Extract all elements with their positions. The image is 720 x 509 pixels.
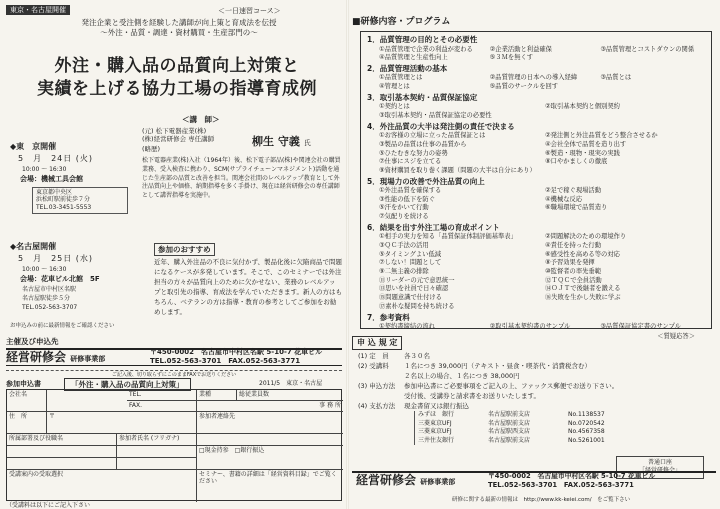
program-item: ⑦仕事にスジを立てる [379, 158, 442, 166]
venue-line: 東京都中央区 [36, 188, 73, 196]
bank-cell: 三菱東京UFJ [418, 428, 452, 436]
fax-label: FAX. [127, 401, 197, 412]
program-item: ⑬思いを社員で日々確認 [379, 285, 449, 293]
rule-value: 参加申込書にご必要事項をご記入の上、ファックス郵便でお送り下さい。 [404, 382, 619, 391]
org-dept: 研修事業部 [420, 477, 456, 486]
contact-line: TEL.052-563-3701 FAX.052-563-3771 [150, 357, 301, 366]
bank-cell: 名古屋駅前支店 [488, 436, 531, 444]
program-item: ①外注品質を確保する [379, 187, 442, 195]
rule-row [358, 381, 712, 391]
program-section [367, 177, 705, 222]
org-line: (株)経営研修会 専任講師 [142, 134, 215, 143]
program-item: ⑫ＴＱＣで全員活動 [545, 276, 602, 284]
bank-cell: No.4567358 [568, 428, 605, 436]
program-item: ①お客様の立場に立った品質保証とは [379, 132, 486, 140]
location-tag: 東京・名古屋開催 [6, 5, 70, 15]
contact-label: 参加者連絡先 [197, 412, 343, 434]
contact-line: TEL.052-563-3701 FAX.052-563-3771 [488, 481, 634, 490]
bank-cell: 三井住友銀行 [418, 436, 455, 444]
bank-cell: 名古屋駅前支店 [488, 411, 531, 419]
form-footer: （受講料は以下にご記入下さい [6, 502, 91, 509]
address-line: 〒450-0002 名古屋市中村区名駅 5-10-7 花車ビル [488, 472, 656, 480]
right-page [352, 3, 716, 507]
tokyo-date: 5 月 24日 (火) [18, 154, 94, 163]
program-item: ⑤品質のサークルを回す [489, 83, 559, 91]
program-item: ④会社全体で品質を造り出す [545, 140, 627, 148]
program-item: ①相手の実力を知る「品質保証体制評価基準表」 [379, 233, 517, 241]
org-dept: 研修事業部 [70, 354, 106, 363]
rule-key: (2) 受講料 [358, 362, 389, 371]
program-item: ④機械な反応 [545, 195, 583, 203]
program-item: ①品質管理で企業の利益が変わる [379, 45, 473, 53]
program-item: ②発注側と外注品質をどう整合させるか [545, 132, 658, 140]
organizer-name-right [356, 473, 455, 487]
tokyo-heading: ◆東 京開催 [10, 142, 57, 151]
program-section [367, 122, 705, 176]
lecturer-heading: ＜講 師＞ [182, 115, 220, 124]
program-item: ③品質管理とコストダウンの関係 [600, 45, 695, 53]
section-title: 5．現場力の改善で外注品質の向上 [367, 176, 485, 186]
business-label: 業種 [197, 390, 237, 401]
organizer-address-right [488, 472, 655, 490]
rule-row [358, 391, 712, 401]
address-label: 住 所 [7, 412, 47, 434]
qa-label: ＜質疑応答＞ [657, 332, 695, 340]
program-item: ②足で稼ぐ現場活動 [545, 187, 602, 195]
program-item: ⑦しない！問題として [379, 259, 442, 267]
section-items [367, 233, 705, 311]
intro-text [24, 18, 334, 38]
venue-line: TEL.052-563-3707 [22, 303, 78, 311]
intro-line: 発注企業と受注側を経験した講師が向上策と育成法を伝授 [81, 18, 277, 27]
program-item: ⑨資材購買を取り巻く課題（問題の大半は自分にあり） [379, 166, 536, 174]
title-line: 実績を上げる協力工場の指導育成例 [37, 78, 317, 99]
program-item: ①契約書締結の流れ [379, 323, 436, 330]
left-page [4, 3, 342, 507]
bank-cell: No.5261001 [568, 436, 605, 444]
program-item: ⑥製造・現物・現実の実践 [545, 149, 620, 157]
org-name-text: 経営研修会 [356, 473, 417, 487]
venue-line: 浜松町駅前徒歩７分 [36, 196, 91, 204]
section-items [367, 187, 705, 222]
program-item: ③製品の品質は仕事の品質から [379, 140, 467, 148]
application-form [6, 389, 342, 501]
participant-label: 参加者氏名 (フリガナ) [117, 434, 197, 446]
program-item: ③取引基本契約・品質保証協定の必要性 [379, 111, 492, 119]
dept-input-2[interactable] [7, 458, 117, 470]
lecturer-bio: 松下電器産業(株)入社（1964年）後、松下電子部品(株)や関連会社の購買業務、受入検査に携わり、SCM(サプライチェーンマネジメント)活動を通じた生産部の品質と改善を担当。関連会社間のレベルアップ教育として外注品質向上や価格、納期指導を多く手掛け、現在は経営研修会の専任講師として講習指導を実施中。 [142, 157, 341, 200]
section-title: 6．結果を出す外注工場の育成ポイント [367, 222, 500, 232]
course-type: ＜一日速習コース＞ [218, 7, 281, 15]
rule-value: 受付後、受講券と請求書をお送りいたします。 [404, 392, 540, 401]
bank-cell: No.1138537 [568, 411, 605, 419]
program-item: ⑮問題意識で仕付ける [379, 294, 442, 302]
rule-row [358, 371, 712, 381]
page-fold [346, 0, 349, 509]
program-item: ⑭ＯＪＴで後継者を鍛える [545, 285, 621, 293]
section-items [367, 132, 705, 175]
program-item: ②企業活動と利益確保 [489, 45, 552, 53]
bank-cell: みずほ 銀行 [418, 411, 455, 419]
section-items [367, 46, 705, 63]
program-item: ⑦気配りを続ける [379, 213, 429, 221]
intro-line: ～外注・品質・調達・資材購買・生産部門の～ [100, 28, 258, 38]
tel-label: TEL. [127, 390, 197, 401]
program-item: ③ＱＣ手法の活用 [379, 242, 429, 249]
office-label: 事 務 所 [197, 401, 343, 412]
section-title: 2．品質管理活動の基本 [367, 63, 448, 73]
venue-line: 名古屋市中村区名駅 [22, 285, 77, 293]
title-line: 外注・購入品の品質向上対策と [54, 56, 300, 76]
rule-row [358, 401, 712, 411]
nagoya-date: 5 月 25日 (水) [18, 254, 94, 263]
recommend-text: 近年、購入外注品の不良に気付かず、製品化後に欠陥商品で問題になるケースが多発しています。そこで、このセミナーでは外注担当の方々が品質向上のために欠かせない、業務のレベルアップと取引先の指導、育成法を学んでいただきます。新人の方はもちろん、ベテランの方は指導・教育の参考としてご参加をお勧めします。 [154, 258, 342, 317]
program-item: ⑧予習効果を発揮 [545, 259, 595, 267]
organizer-name [6, 350, 105, 364]
form-date: 2011/5 東京・名古屋 [259, 380, 323, 387]
rule-row [358, 351, 712, 361]
program-section [367, 313, 705, 332]
nagoya-session [10, 241, 138, 312]
program-item: ⑤３Ｍを無くす [489, 54, 534, 62]
lecturer-name-text: 柳生 守義 [252, 135, 300, 148]
program-item: ⑪リーダーの元で意思統一 [379, 276, 455, 284]
section-title: 7．参考資料 [367, 312, 410, 322]
lecturer-block [142, 115, 342, 201]
form-title: 「外注・購入品の品質向上対策」 [64, 378, 191, 391]
nagoya-time: 10:00 ～ 16:30 [22, 266, 67, 273]
rule-key: (3) 申込方法 [358, 382, 396, 391]
section-title: 4．外注品質の大半は発注側の責任で決まる [367, 121, 515, 131]
program-item: ②品質管理の日本への導入経緯 [489, 74, 578, 82]
section-items [367, 103, 705, 120]
rule-key [358, 391, 404, 401]
program-item: ②取引基本契約と個別契約 [545, 103, 620, 111]
program-item: ⑤ひたむきな努力の姿勢 [379, 149, 448, 157]
organizer-heading: 主催及び申込先 [6, 337, 59, 346]
rule-key: (4) 支払方法 [358, 402, 396, 411]
venue-line: TEL.03-3451-5553 [36, 204, 92, 212]
program-item: ⑥職場環境で品質造り [545, 204, 608, 212]
rule-key [358, 371, 404, 381]
program-item: ①品質管理とは [379, 74, 423, 82]
program-item: ③品質とは [600, 74, 632, 82]
program-item: ⑩監督者の率先垂範 [545, 268, 602, 276]
dept-label: 所属部署及び役職名 [7, 434, 117, 446]
apply-rules-heading: 申 込 規 定 [352, 336, 402, 350]
org-line: (元) 松下電器産業(株) [142, 127, 207, 135]
seminar-note: セミナー、書籍の詳細は「経営資料目録」でご覧ください [199, 471, 337, 486]
payment-method[interactable]: □現金持参 □銀行振込 [197, 446, 343, 470]
rule-key: (1) 定 員 [358, 352, 389, 360]
postal-mark: 〒 [49, 413, 56, 420]
seminar-title [12, 55, 342, 101]
organizer-address [150, 348, 322, 366]
company-label: 会社名 [7, 390, 47, 412]
address-line: 〒450-0002 名古屋市中村区名駅 5-10-7 花車ビル [150, 348, 323, 356]
section-items [367, 74, 705, 91]
dept-input-1[interactable] [7, 446, 117, 458]
recommend-heading: 参加のおすすめ [154, 243, 215, 256]
program-item: ④責任を持った行動 [545, 242, 602, 249]
rule-value: 各３０名 [404, 352, 430, 360]
tokyo-session [10, 141, 138, 216]
website-note[interactable]: 研修に関する最新の情報は http://www.kk-keiei.com/ をご覧下さい [452, 497, 631, 503]
program-item: ③性能の低下を防ぐ [379, 195, 436, 203]
program-item: ②問題解決のための環境作り [545, 233, 627, 241]
nagoya-venue: 会場：花車ビル北館 5F [20, 275, 100, 283]
rule-value: ２名以上の場合、１名につき 38,000円 [404, 372, 520, 381]
program-item: ③品質保証協定書のサンプル [600, 323, 681, 330]
section-title: 3．取引基本契約・品質保証協定 [367, 92, 478, 102]
receipt-method[interactable]: 受講案内の受取選択 [7, 470, 197, 502]
section-title: 1．品質管理の目的とその必要性 [367, 35, 478, 44]
venue-line: 名古屋駅徒歩５分 [22, 294, 71, 302]
program-item: ①契約とは [379, 103, 410, 111]
nagoya-heading: ◆名古屋開催 [10, 242, 57, 251]
program-item: ④品質管理と生産性向上 [379, 54, 448, 62]
total-employees-label: 総従業員数 [237, 390, 343, 401]
tokyo-time: 10:00 ～ 16:30 [22, 166, 67, 173]
org-name-text: 経営研修会 [6, 350, 67, 364]
program-item: ⑧口やかましくの徹底 [545, 158, 608, 166]
bank-cell: No.0720542 [568, 419, 605, 427]
lecturer-org [142, 128, 342, 144]
program-item: ⑨二無主義の排除 [379, 268, 429, 276]
program-section [367, 35, 705, 63]
tokyo-venue: 会場：機械工具会館 [20, 175, 83, 183]
program-item: ⑥感受性を高める等の対応 [545, 250, 620, 258]
program-heading: ■研修内容・プログラム [352, 17, 451, 27]
notice: お申込みの前に最新情報をご確認ください [10, 323, 115, 329]
apply-rules [358, 351, 712, 445]
address-input[interactable] [47, 412, 197, 434]
program-item: ④管理とは [379, 83, 410, 91]
program-item: ⑤汗をかいて行動 [379, 204, 429, 212]
bank-cell: 三菱東京UFJ [418, 419, 452, 427]
career-label: (略歴) [142, 144, 161, 153]
form-heading: 参加申込書 [6, 380, 41, 388]
bank-list [414, 411, 614, 445]
bank-cell: 名古屋駅前支店 [488, 419, 531, 427]
lecturer-name [252, 135, 311, 148]
bank-cell: 名古屋駅西支店 [488, 428, 531, 436]
rule-row [358, 361, 712, 371]
rule-value: 現金書留又は銀行振込 [404, 402, 469, 411]
program-item: ⑤タイミングよい低減 [379, 250, 442, 258]
participant-input-1[interactable] [117, 446, 197, 458]
participant-contact[interactable] [197, 434, 343, 446]
program-item: ⑯失敗を生かし失敗に学ぶ [545, 294, 621, 302]
program-section [367, 223, 705, 312]
account-type: 普通口座 [647, 459, 672, 466]
rule-value: １名につき 39,000円（テキスト・昼食・喫茶代・消費税含む） [404, 362, 592, 371]
section-items [367, 323, 705, 332]
program-item: ②取引基本契約書のサンプル [489, 323, 571, 330]
program-item: ⑰素朴な疑問を持ち続ける [379, 302, 455, 310]
tokyo-venue-box [32, 187, 128, 214]
program-box [360, 31, 712, 340]
program-section [367, 93, 705, 121]
account-name: 「経営研修会」 [638, 467, 681, 475]
honorific: 氏 [303, 139, 311, 147]
participant-input-2[interactable] [117, 458, 197, 470]
program-section [367, 64, 705, 92]
cut-line: ご記入後、切り取らずにこのままFAXでお送りください [6, 370, 342, 378]
